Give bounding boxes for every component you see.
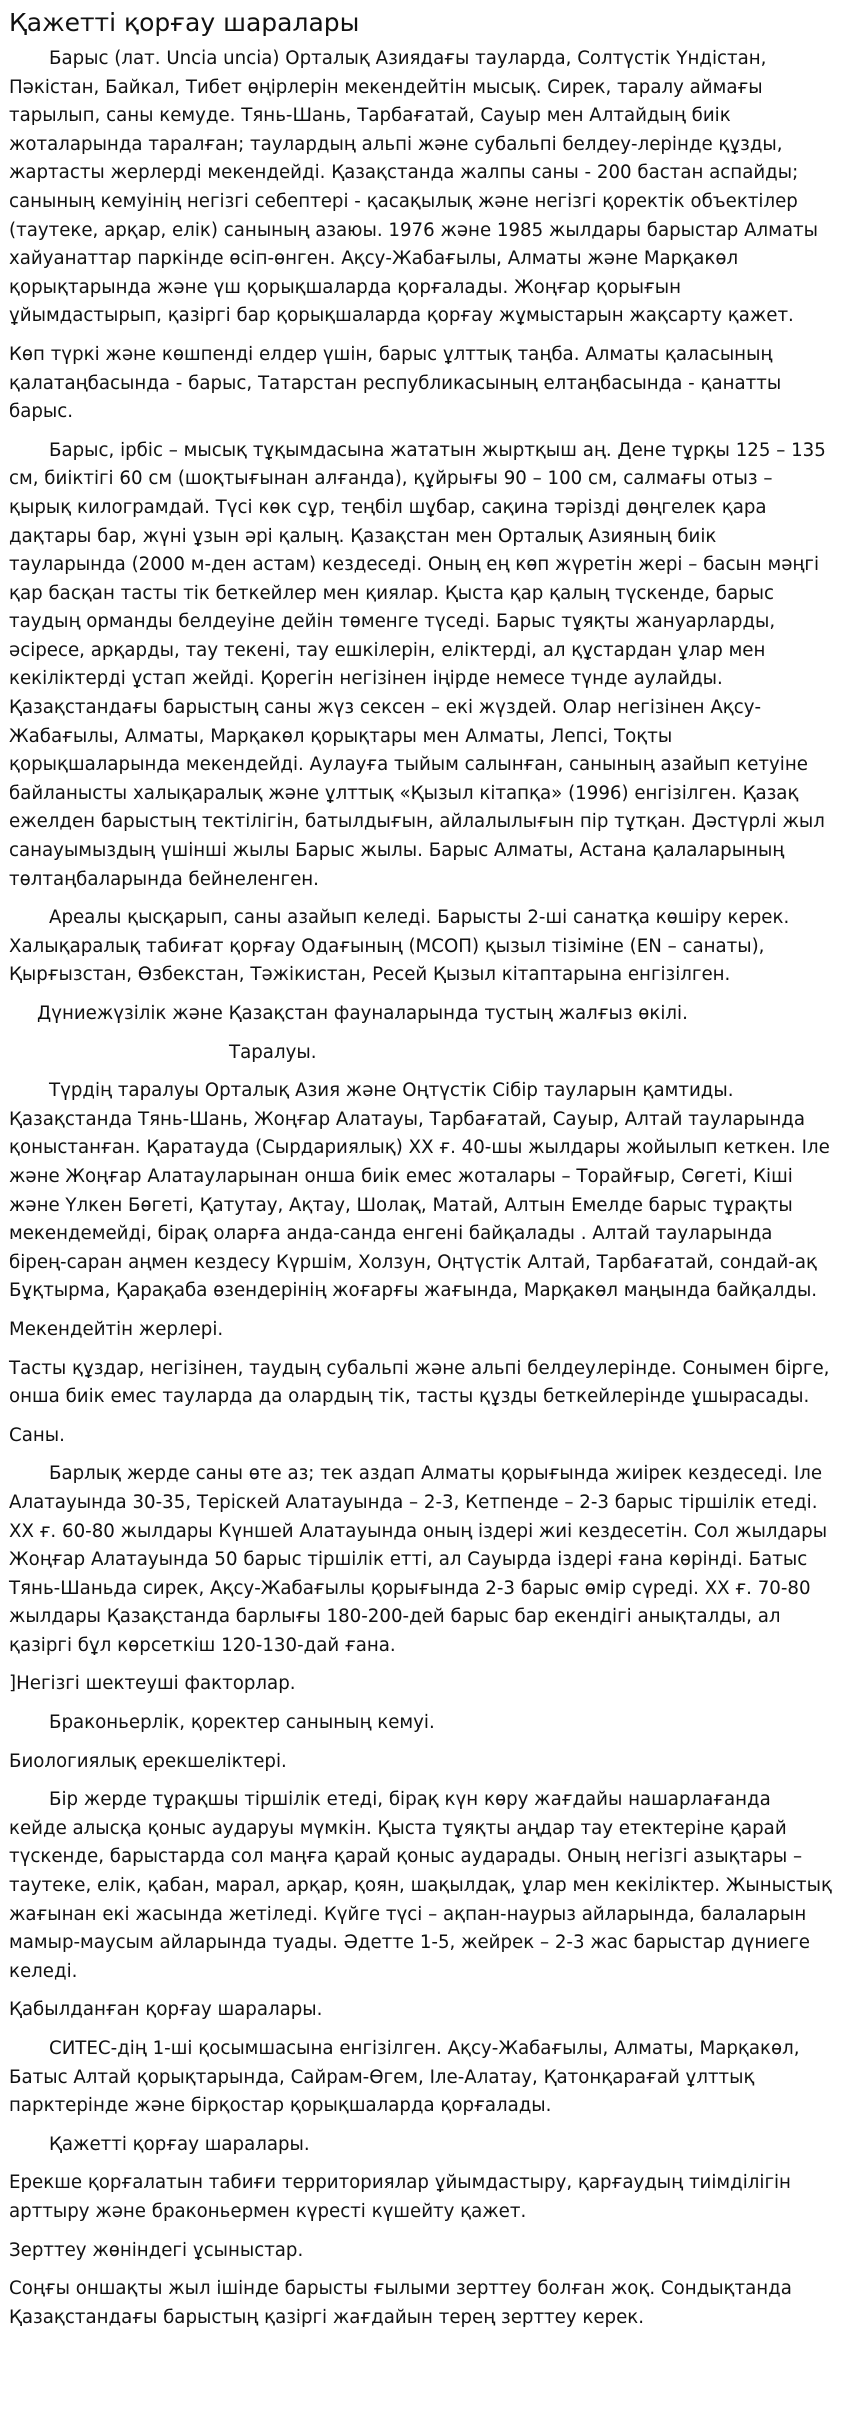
fauna-note: Дүниежүзілік және Қазақстан фауналарында тустың жалғыз өкілі. [37, 1003, 688, 1024]
section-heading-biology: Биологиялық ерекшеліктері. [9, 1750, 287, 1772]
threats-paragraph: Браконьерлік, қоректер санының кемуі. [49, 1712, 435, 1734]
section-heading-distribution: Таралуы. [229, 1041, 317, 1063]
section-heading-threats: ]Негізгі шектеуші факторлар. [9, 1673, 296, 1695]
habitat-paragraph: Тасты құздар, негізінен, таудың субальпі және альпі белдеулерінде. Сонымен бірге, онша биік емес тауларда да олардың тік, тасты құзды беткейлерінде ұшырасады. [9, 1357, 830, 1408]
description-paragraph: Барыс, ірбіс – мысық тұқымдасына жататын жыртқыш аң. Дене тұрқы 125 – 135 см, биіктігі 60 см (шоқтығынан алғанда), құйрығы 90 – 100 см, салмағы отыз – қырық килограмдай. Түсі көк сұр, теңбіл шұбар, сақина тәрізді дөңгелек қара дақтары бар, жүні ұзын әрі қалың. Қазақстан мен Орталық Азияның биік тауларында (2000 м-ден астам) кездеседі. Оның ең көп жүретін жері – басын мәңгі қар басқан тасты тік беткейлер мен қиялар. Қыста қар қалың түскенде, барыс таудың орманды белдеуіне дейін төменге түседі. Барыс тұяқты жануарларды, әсіресе, арқарды, тау текені, тау ешкілерін, еліктерді, ал құстардан ұлар мен кекіліктерді ұстап жейді. Қорегін негізінен іңірде немесе түнде аулайды. Қазақстандағы барыстың саны жүз сексен – екі жүздей. Олар негізінен Ақсу-Жабағылы, Алматы, Марқакөл қорықтары мен Алматы, Лепсі, Тоқты қорықшаларында мекендейді. Аулауға тыйым салынған, санының азайып кетуіне байланысты халықаралық және ұлттық «Қызыл кітапқа» (1996) енгізілген. Қазақ ежелден барыстың тектілігін, батылдығын, айлалылығын пір тұтқан. Дәстүрлі жыл санауымыздың үшінші жылы Барыс жылы. Барыс Алматы, Астана қалаларының төлтаңбаларында бейнеленген. [9, 439, 826, 890]
status-paragraph: Ареалы қысқарып, саны азайып келеді. Барысты 2-ші санатқа көшіру керек. Халықаралық табиғат қорғау Одағының (МСОП) қызыл тізіміне (EN – санаты), Қырғызстан, Өзбекстан, Тәжікистан, Ресей Қызыл кітаптарына енгізілген. [9, 907, 790, 986]
adopted-measures-paragraph: СИТЕС-дің 1-ші қосымшасына енгізілген. Ақсу-Жабағылы, Алматы, Марқакөл, Батыс Алтай қорықтарында, Сайрам-Өгем, Іле-Алатау, Қатонқарағай ұлттық парктерінде және бірқостар қорықшаларда қорғалады. [9, 2038, 800, 2117]
section-heading-research: Зерттеу жөніндегі ұсыныстар. [9, 2239, 304, 2261]
symbol-paragraph: Көп түркі және көшпенді елдер үшін, барыс ұлттық таңба. Алматы қаласының қалатаңбасында - барыс, Татарстан республикасының елтаңбасында - қанатты барыс. [9, 343, 782, 423]
intro-paragraph: Барыс (лат. Uncia uncia) Орталық Азиядағы тауларда, Солтүстік Үндістан, Пәкістан, Байкал, Тибет өңірлерін мекендейтін мысық. Сирек, таралу аймағы тарылып, саны кемуде. Тянь-Шань, Тарбағатай, Сауыр мен Алтайдың биік жоталарында таралған; таулардың альпі және субальпі белдеу-лерінде құзды, жартасты жерлерді мекендейді. Қазақстанда жалпы саны - 200 бастан аспайды; санының кемуінің негізгі себептері - қасақылық және негізгі қоректік объектілер (таутеке, арқар, елік) санының азаюы. 1976 және 1985 жылдары барыстар Алматы хайуанаттар паркінде өсіп-өнген. Ақсу-Жабағылы, Алматы және Марқакөл қорықтарында және үш қорықшаларда қорғалады. Жоңғар қорығын ұйымдастырып, қазіргі бар қорықшаларда қорғау жұмыстарын жақсарту қажет. [9, 48, 818, 327]
required-measures-paragraph: Ерекше қорғалатын табиғи территориялар ұйымдастыру, қарғаудың тиімділігін арттыру және браконьермен күресті күшейту қажет. [9, 2172, 791, 2222]
distribution-paragraph: Түрдің таралуы Орталық Азия және Оңтүстік Сібір тауларын қамтиды. Қазақстанда Тянь-Шань, Жоңғар Алатауы, Тарбағатай, Сауыр, Алтай тауларында қоныстанған. Қаратауда (Сырдариялық) ХХ ғ. 40-шы жылдары жойылып кеткен. Іле және Жоңғар Алатауларынан онша биік емес жоталары – Торайғыр, Сөгеті, Кіші және Үлкен Бөгеті, Қатутау, Ақтау, Шолақ, Матай, Алтын Емелде барыс тұрақты мекендемейді, бірақ оларға анда-санда енгені байқалады . Алтай тауларында бірең-саран аңмен кездесу Күршім, Холзун, Оңтүстік Алтай, Тарбағатай, сондай-ақ Бұқтырма, Қарақаба өзендерінің жоғарғы жағында, Марқакөл маңында байқалды. [9, 1080, 830, 1302]
section-heading-habitat: Мекендейтін жерлері. [9, 1318, 224, 1340]
section-heading-population: Саны. [9, 1424, 65, 1446]
research-paragraph: Соңғы оншақты жыл ішінде барысты ғылыми зерттеу болған жоқ. Сондықтанда Қазақстандағы барыстың қазіргі жағдайын терең зерттеу керек. [9, 2278, 792, 2328]
biology-paragraph: Бір жерде тұрақшы тіршілік етеді, бірақ күн көру жағдайы нашарлағанда кейде алысқа қоныс аударуы мүмкін. Қыста тұяқты аңдар тау етектеріне қарай түскенде, барыстарда сол маңға қарай қоныс аударады. Оның негізгі азықтары –таутеке, елік, қабан, марал, арқар, қоян, шақылдақ, ұлар мен кекiлiктер. Жыныстық жағынан екі жасында жетіледі. Күйге түсі – ақпан-наурыз айларында, балаларын мамыр-маусым айларында туады. Әдетте 1-5, жейрек – 2-3 жас барыстар дүниеге келеді. [9, 1789, 832, 1982]
population-paragraph: Барлық жерде саны өте аз; тек аздап Алматы қорығында жиірек кездеседі. Іле Алатауында 30-35, Терiскей Алатауында – 2-3, Кетпенде – 2-3 барыс тіршілік етеді. ХХ ғ. 60-80 жылдары Күншей Алатауында оның іздері жиі кездесетін. Сол жылдары Жоңғар Алатауында 50 барыс тіршілік етті, ал Сауырда іздері ғана көрінді. Батыс Тянь-Шаньда сирек, Ақсу-Жабағылы қорығында 2-3 барыс өмір сүреді. ХХ ғ. 70-80 жылдары Қазақстанда барлығы 180-200-дей барыс бар екендігі анықталды, ал қазіргі бұл көрсеткіш 120-130-дай ғана. [9, 1463, 828, 1656]
page-title: Қажетті қорғау шаралары [9, 8, 360, 37]
section-heading-required-measures: Қажетті қорғау шаралары. [49, 2133, 310, 2155]
section-heading-adopted-measures: Қабылданған қорғау шаралары. [9, 1999, 323, 2021]
